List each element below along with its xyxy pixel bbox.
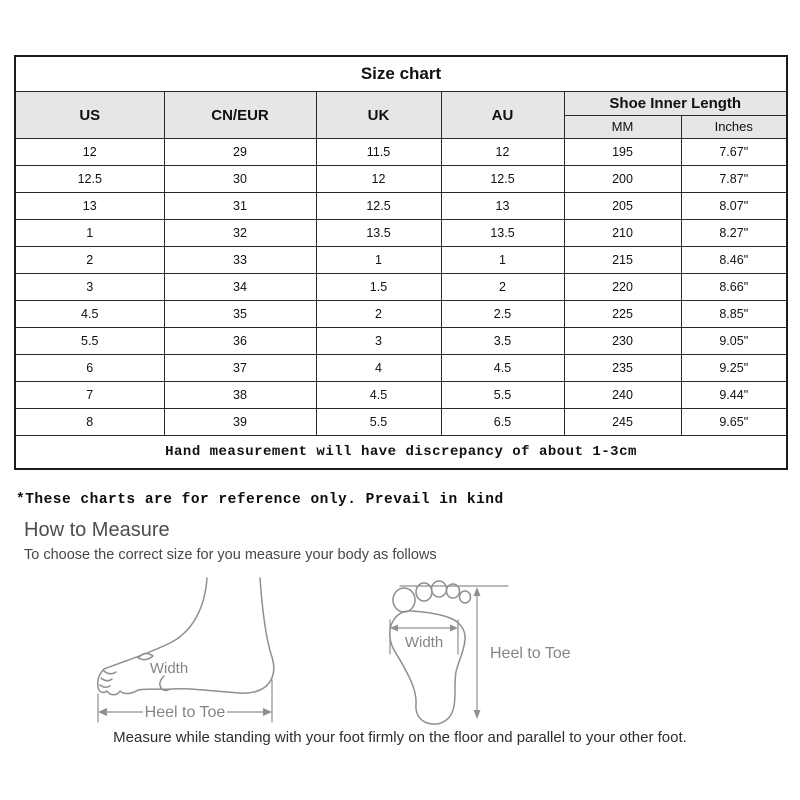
column-header-au: AU <box>441 92 564 139</box>
table-cell: 34 <box>164 274 316 301</box>
table-cell: 3 <box>316 328 441 355</box>
table-cell: 2 <box>316 301 441 328</box>
width-pointer-line <box>160 676 170 691</box>
arrowhead-right <box>450 625 458 632</box>
table-cell: 9.44" <box>681 382 787 409</box>
table-cell: 2 <box>15 247 164 274</box>
table-row <box>15 220 787 247</box>
column-header-mm: MM <box>564 115 681 139</box>
table-cell: 205 <box>564 193 681 220</box>
foot-outline-path <box>98 578 274 695</box>
table-cell: 1.5 <box>316 274 441 301</box>
table-cell: 4 <box>316 355 441 382</box>
table-cell: 7 <box>15 382 164 409</box>
top-width-label: Width <box>404 634 444 651</box>
table-cell: 230 <box>564 328 681 355</box>
top-view-foot-diagram <box>378 578 628 730</box>
size-chart-table <box>14 55 788 470</box>
side-heel-to-toe-label: Heel to Toe <box>144 704 226 721</box>
column-header-us: US <box>15 92 164 139</box>
table-row <box>15 166 787 193</box>
table-cell: 225 <box>564 301 681 328</box>
table-cell: 8.46" <box>681 247 787 274</box>
table-cell: 13 <box>15 193 164 220</box>
arrowhead-down <box>474 710 481 719</box>
how-to-measure-subtitle: To choose the correct size for you measure your body as follows <box>24 547 437 563</box>
table-row <box>15 409 787 436</box>
table-cell: 6.5 <box>441 409 564 436</box>
footer-note: Hand measurement will have discrepancy of about 1-3cm <box>15 436 787 470</box>
table-cell: 39 <box>164 409 316 436</box>
table-cell: 8.27" <box>681 220 787 247</box>
table-cell: 29 <box>164 139 316 166</box>
top-heel-to-toe-label: Heel to Toe <box>490 645 571 662</box>
table-cell: 200 <box>564 166 681 193</box>
table-title: Size chart <box>15 56 787 92</box>
table-cell: 30 <box>164 166 316 193</box>
column-header-uk: UK <box>316 92 441 139</box>
table-cell: 4.5 <box>441 355 564 382</box>
table-row <box>15 355 787 382</box>
table-cell: 215 <box>564 247 681 274</box>
table-cell: 2.5 <box>441 301 564 328</box>
table-cell: 9.25" <box>681 355 787 382</box>
table-cell: 4.5 <box>316 382 441 409</box>
table-cell: 3.5 <box>441 328 564 355</box>
table-cell: 5.5 <box>316 409 441 436</box>
column-header-inches: Inches <box>681 115 787 139</box>
table-cell: 1 <box>316 247 441 274</box>
table-cell: 31 <box>164 193 316 220</box>
table-cell: 11.5 <box>316 139 441 166</box>
table-row <box>15 328 787 355</box>
table-cell: 1 <box>441 247 564 274</box>
table-cell: 12 <box>316 166 441 193</box>
table-cell: 235 <box>564 355 681 382</box>
how-to-measure-heading: How to Measure <box>24 519 170 541</box>
table-row <box>15 193 787 220</box>
column-header-shoe-inner-length: Shoe Inner Length <box>564 92 787 116</box>
table-cell: 245 <box>564 409 681 436</box>
table-cell: 210 <box>564 220 681 247</box>
table-cell: 13.5 <box>441 220 564 247</box>
table-cell: 6 <box>15 355 164 382</box>
table-cell: 12.5 <box>316 193 441 220</box>
table-cell: 8 <box>15 409 164 436</box>
table-cell: 1 <box>15 220 164 247</box>
table-cell: 5.5 <box>441 382 564 409</box>
size-table-footer <box>15 436 787 470</box>
table-cell: 13.5 <box>316 220 441 247</box>
side-view-foot-diagram <box>88 576 288 726</box>
table-cell: 240 <box>564 382 681 409</box>
table-cell: 8.07" <box>681 193 787 220</box>
table-row <box>15 247 787 274</box>
table-cell: 12 <box>15 139 164 166</box>
table-cell: 9.65" <box>681 409 787 436</box>
table-cell: 32 <box>164 220 316 247</box>
table-cell: 3 <box>15 274 164 301</box>
footer-row <box>15 436 787 470</box>
table-cell: 33 <box>164 247 316 274</box>
table-cell: 8.66" <box>681 274 787 301</box>
table-cell: 13 <box>441 193 564 220</box>
arrowhead-left <box>98 708 107 716</box>
title-row <box>15 56 787 92</box>
table-cell: 195 <box>564 139 681 166</box>
table-cell: 12 <box>441 139 564 166</box>
table-cell: 8.85" <box>681 301 787 328</box>
table-cell: 7.67" <box>681 139 787 166</box>
table-cell: 38 <box>164 382 316 409</box>
column-header-cn-eur: CN/EUR <box>164 92 316 139</box>
size-table-header <box>15 56 787 139</box>
reference-note: *These charts are for reference only. Prevail in kind <box>16 492 504 508</box>
table-cell: 7.87" <box>681 166 787 193</box>
measure-caption: Measure while standing with your foot firmly on the floor and parallel to your other foot. <box>113 729 687 746</box>
size-table-body <box>15 139 787 436</box>
table-cell: 12.5 <box>15 166 164 193</box>
table-cell: 36 <box>164 328 316 355</box>
table-cell: 35 <box>164 301 316 328</box>
side-width-label: Width <box>149 660 189 677</box>
table-cell: 9.05" <box>681 328 787 355</box>
table-row <box>15 301 787 328</box>
table-cell: 12.5 <box>441 166 564 193</box>
header-row-top <box>15 92 787 116</box>
table-cell: 37 <box>164 355 316 382</box>
table-row <box>15 274 787 301</box>
arrowhead-up <box>474 587 481 596</box>
table-row <box>15 382 787 409</box>
table-cell: 2 <box>441 274 564 301</box>
table-cell: 5.5 <box>15 328 164 355</box>
table-row <box>15 139 787 166</box>
arrowhead-right <box>263 708 272 716</box>
table-cell: 220 <box>564 274 681 301</box>
table-cell: 4.5 <box>15 301 164 328</box>
